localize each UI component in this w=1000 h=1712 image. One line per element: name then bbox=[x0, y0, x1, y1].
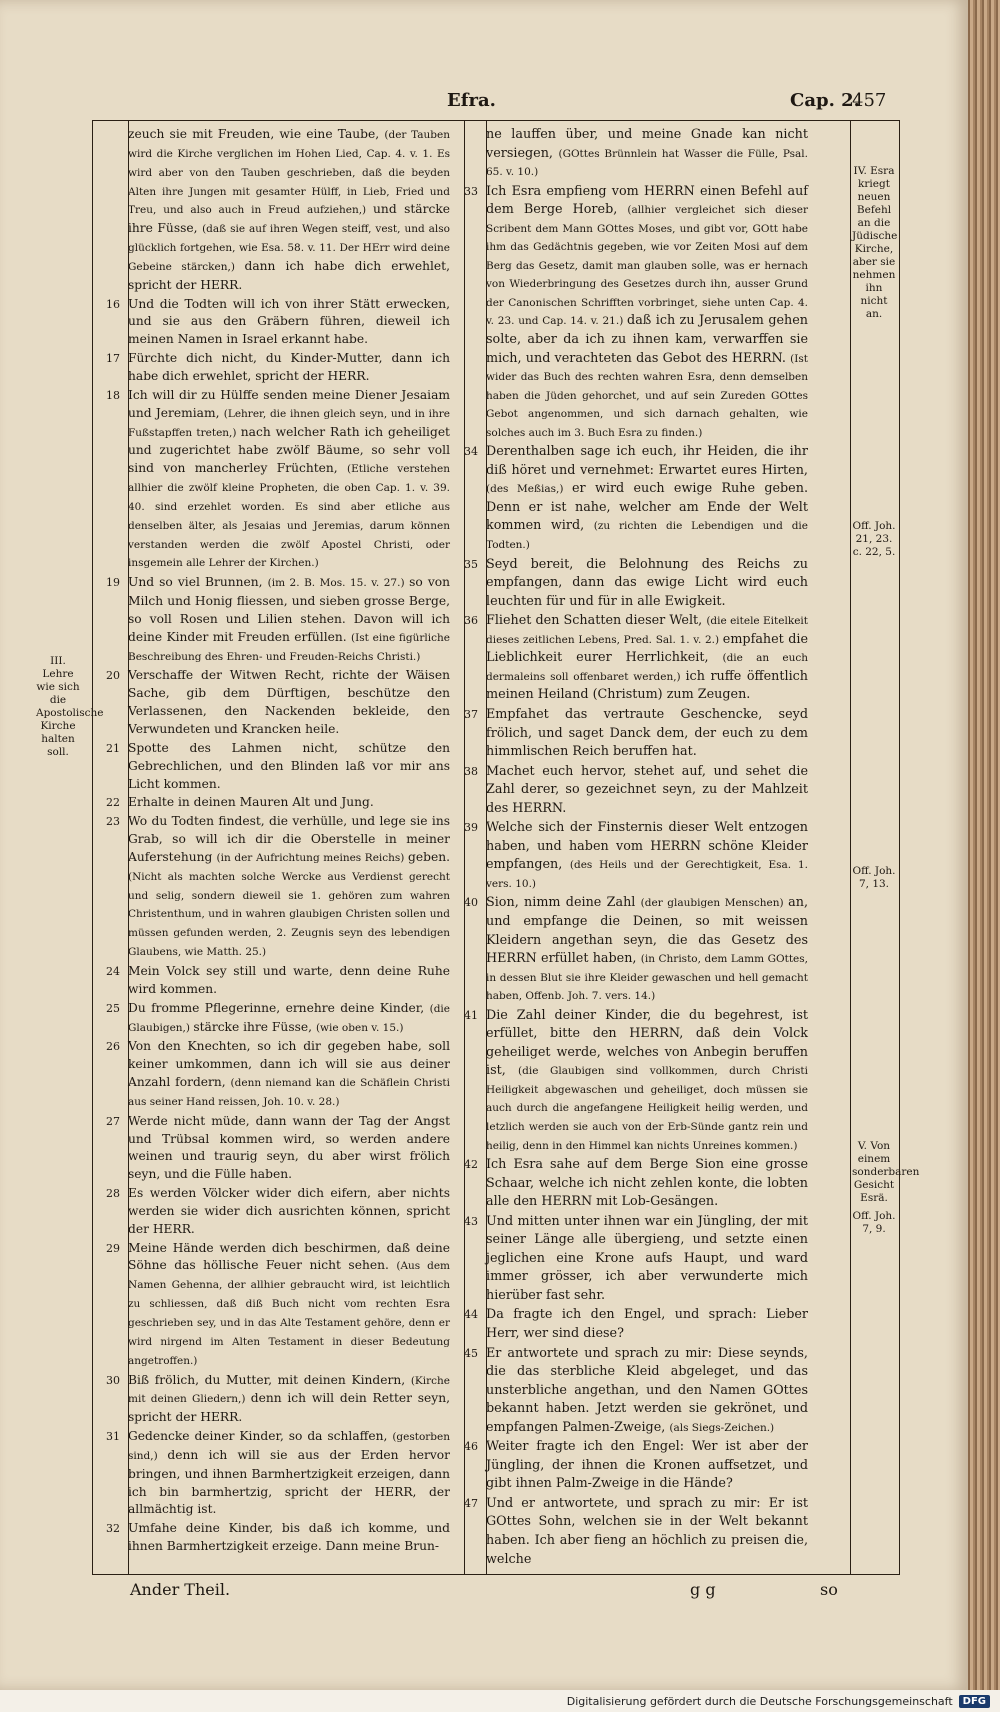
verse bbox=[128, 126, 450, 295]
verse-number: 34 bbox=[464, 445, 478, 459]
verse-text: er wird euch ewige Ruhe geben. Denn er ist nahe, welcher am Ende der Welt kommen wird, bbox=[486, 481, 808, 534]
verse-text: Fliehet den Schatten dieser Welt, bbox=[486, 613, 707, 629]
funding-note: Digitalisierung gefördert durch die Deutsche Forschungsgemeinschaft bbox=[566, 1694, 953, 1708]
verse-text: zeuch sie mit Freuden, wie eine Taube, bbox=[128, 127, 385, 141]
verse-number: 30 bbox=[106, 1373, 120, 1387]
verse-text: Umfahe deine Kinder, bis daß ich komme, und ihnen Barmhertzigkeit erzeige. Dann meine Brun- bbox=[128, 1521, 450, 1554]
verse-number: 45 bbox=[464, 1346, 478, 1360]
verse-gloss: (die Glaubigen,) bbox=[128, 1002, 450, 1034]
verse-number: 47 bbox=[464, 1496, 478, 1510]
verse-gloss: (im 2. B. Mos. 15. v. 27.) bbox=[267, 577, 410, 590]
verse bbox=[464, 819, 809, 893]
verse-number: 25 bbox=[106, 1001, 120, 1015]
verse bbox=[106, 387, 450, 573]
verse bbox=[106, 740, 450, 794]
verse-text: Du fromme Pflegerinne, ernehre deine Kinder, bbox=[128, 1000, 430, 1015]
verse-gloss: (in der Aufrichtung meines Reichs) bbox=[216, 851, 409, 864]
verse bbox=[106, 350, 450, 386]
verse-text: Da fragte ich den Engel, und sprach: Lieber Herr, wer sind diese? bbox=[486, 1307, 808, 1341]
verse-gloss: (der glaubigen Menschen) bbox=[640, 897, 789, 910]
verse-text: Verschaffe der Witwen Recht, richte der Wäisen Sache, gib dem Dürftigen, beschütze den Verlassenen, den Nackenden bekleide, den Verwundeten und Krancken heile. bbox=[128, 668, 450, 736]
verse bbox=[106, 1038, 450, 1111]
verse-number: 20 bbox=[106, 669, 120, 683]
verse-number: 18 bbox=[106, 388, 120, 402]
catchword: so bbox=[820, 1580, 838, 1599]
verse bbox=[464, 443, 808, 554]
verse-text: Mein Volck sey still und warte, denn deine Ruhe wird kommen. bbox=[128, 963, 450, 996]
verse-gloss: (wie oben v. 15.) bbox=[315, 1021, 404, 1034]
verse bbox=[464, 763, 808, 819]
verse-text: Meine Hände werden dich beschirmen, daß deine Söhne das höllische Feuer nicht sehen. bbox=[128, 1240, 450, 1273]
verse-text: stärcke ihre Füsse, bbox=[193, 1019, 316, 1034]
verse bbox=[464, 1156, 808, 1212]
verse-text: Die Zahl deiner Kinder, die du begehrest, ist erfüllet, bitte den HERRN, daß dein Volck geheiliget werde, welches von Anbegin beruffen ist, bbox=[486, 1007, 808, 1079]
verse-number: 22 bbox=[106, 796, 120, 810]
verse-number: 29 bbox=[106, 1241, 120, 1255]
verse-text: denn ich will sie aus der Erden hervor bringen, und ihnen Barmhertzigkeit erzeigen, dann ich bin barmhertzig, spricht der HERR, der allmächtig ist. bbox=[128, 1447, 450, 1517]
verse-text: denn ich will dein Retter seyn, spricht der HERR. bbox=[128, 1391, 450, 1425]
dfg-logo: DFG bbox=[959, 1695, 990, 1708]
verse bbox=[464, 894, 809, 1005]
verse-gloss: (Etliche verstehen allhier die zwölf kleine Propheten, die oben Cap. 1. v. 39. 40. sind erzehlet worden. Es sind aber etliche aus denselben älter, als Jesaias und Jeremias, darum können verstanden werden die zwölf Apostel Christi, oder insgemein alle Lehrer der Kirchen.) bbox=[128, 463, 450, 570]
verse-gloss: (als Siegs-Zeichen.) bbox=[669, 1421, 775, 1434]
verse-number: 39 bbox=[464, 821, 478, 835]
verse bbox=[106, 1000, 450, 1038]
verse-text: Und so viel Brunnen, bbox=[128, 575, 268, 590]
verse-text: daß ich zu Jerusalem gehen solte, aber da ich zu ihnen kam, verwarffen sie mich, und verachteten das Gebot des HERRN. bbox=[486, 313, 808, 366]
verse-number: 37 bbox=[464, 707, 478, 721]
verse-text: dann ich habe dich erwehlet, spricht der HERR. bbox=[128, 258, 450, 292]
verse-text: Spotte des Lahmen nicht, schütze den Gebrechlichen, und den Blinden laß vor mir ans Licht kommen. bbox=[128, 740, 450, 791]
verse-text: Empfahet das vertraute Geschencke, seyd frölich, und saget Danck dem, der euch zu dem himmlischen Reich beruffen hat. bbox=[486, 706, 808, 760]
margin-note-ref1: Off. Joh. 21, 23. c. 22, 5. bbox=[852, 520, 896, 558]
verse-text: Ich will dir zu Hülffe senden meine Diener Jesaiam und Jeremiam, bbox=[128, 387, 450, 420]
verse-gloss: (Ist wider das Buch des rechten wahren Esra, denn demselben haben die Jüden gehorchet, und auf sein Zureden GOttes Gebot angenommen, und sich darnach gehalten, wie solches auch im 3. Buch Esra zu finden.) bbox=[486, 352, 808, 439]
verse-gloss: (Lehrer, die ihnen gleich seyn, und in ihre Fußstapffen treten,) bbox=[128, 407, 450, 439]
verse bbox=[106, 1240, 450, 1371]
verse bbox=[106, 1520, 450, 1556]
verse-text: Er antwortete und sprach zu mir: Diese seynds, die das sterbliche Kleid abgeleget, und das unsterbliche angethan, und den Namen GOttes bekannt haben. Jetzt werden sie gekrönet, und empfangen Palmen-Zweige, bbox=[486, 1345, 808, 1435]
verse-number: 46 bbox=[464, 1440, 478, 1454]
verse-number: 19 bbox=[106, 576, 120, 590]
verse bbox=[464, 706, 808, 762]
verse-gloss: (die Glaubigen sind vollkommen, durch Christi Heiligkeit abgewaschen und geheiliget, doch müssen sie auch durch die angefangene Heiligkeit heilig werden, und letzlich werden sie auch von der Erb-Sünde gantz rein und heilig, denn in den Himmel kan nichts Unreines kommen.) bbox=[486, 1065, 808, 1152]
verse-text: Seyd bereit, die Belohnung des Reichs zu empfangen, dann das ewige Licht wird euch leuchten für und für in alle Ewigkeit. bbox=[486, 556, 808, 609]
verse-number: 40 bbox=[464, 896, 478, 910]
margin-note-ref3: Off. Joh. 7, 9. bbox=[852, 1210, 896, 1235]
signature-mark: g g bbox=[690, 1580, 716, 1599]
margin-note-iii: III. Lehre wie sich die Apostolische Kirche halten soll. bbox=[36, 655, 104, 758]
verse bbox=[464, 556, 808, 612]
verse-text: Machet euch hervor, stehet auf, und sehet die Zahl derer, so gezeichnet seyn, zu der Mahlzeit des HERRN. bbox=[486, 763, 808, 816]
right-margin-rule bbox=[850, 120, 851, 1575]
verse-gloss: (denn niemand kan die Schäflein Christi aus seiner Hand reissen, Joh. 10. v. 28.) bbox=[128, 1077, 450, 1108]
verse-number: 35 bbox=[464, 557, 478, 571]
verse-number: 16 bbox=[106, 297, 120, 311]
verse-gloss: (Aus dem Namen Gehenna, der allhier gebraucht wird, ist leichtlich zu schliessen, daß diß Buch nicht vom rechten Esra geschrieben sey, und in das Alte Testament gehöre, denn er wird nirgend im Alten Testament in dieser Bedeutung angetroffen.) bbox=[128, 1260, 450, 1367]
verse bbox=[106, 1372, 450, 1428]
verse bbox=[106, 667, 450, 738]
verse bbox=[106, 1113, 450, 1184]
verse-text: Und die Todten will ich von ihrer Stätt erwecken, und sie aus den Gräbern führen, dieweil ich meinen Namen in Israel erkannt habe. bbox=[128, 296, 450, 347]
verse bbox=[464, 1213, 808, 1306]
verse-number: 41 bbox=[464, 1008, 478, 1022]
verse-gloss: (in Christo, dem Lamm GOttes, in dessen Blut sie ihre Kleider gewaschen und hell gemacht haben, Offenb. Joh. 7. vers. 14.) bbox=[486, 953, 809, 1003]
verse-number: 21 bbox=[106, 741, 120, 755]
verse-gloss: (die an euch dermaleins soll offenbaret werden,) bbox=[486, 652, 808, 683]
running-title: Efra. bbox=[447, 90, 496, 111]
verse-number: 42 bbox=[464, 1158, 478, 1172]
verse-text: und stärcke ihre Füsse, bbox=[128, 202, 451, 236]
digitization-footer bbox=[0, 1690, 1000, 1712]
verse-text: Biß frölich, du Mutter, mit deinen Kindern, bbox=[128, 1372, 411, 1387]
verse-text: geben. bbox=[408, 849, 450, 864]
verse bbox=[464, 1438, 808, 1494]
verse-text: Und mitten unter ihnen war ein Jüngling, der mit seiner Länge alle übergieng, und setzte einen jeglichen eine Krone aufs Haupt, und ward immer grösser, ich aber verwunderte mich hierüber fast sehr. bbox=[486, 1213, 808, 1303]
verse-gloss: (allhier vergleichet sich dieser Scribent dem Mann GOttes Moses, und gibt vor, GOtt habe ihm das Gedächtnis gegeben, wie vor Zeiten Mosi auf dem Berg das Gesetz, damit man glauben solle, was er hernach von Wiederbringung des Gesetzes durch ihn, ausser Grund der Canonischen Schrifften vorbringet, siehe unten Cap. 4. v. 23. und Cap. 14. v. 21.) bbox=[486, 204, 808, 328]
verse bbox=[464, 1495, 808, 1569]
verse-gloss: (daß sie auf ihren Wegen steiff, vest, und also glücklich fortgehen, wie Esa. 58. v. 11. Der HErr wird deine Gebeine stärcken,) bbox=[128, 223, 450, 273]
verse bbox=[106, 574, 451, 666]
left-column bbox=[106, 126, 451, 1557]
verse-text: Von den Knechten, so ich dir gegeben habe, soll keiner umkommen, dann ich will sie aus deiner Anzahl fordern, bbox=[128, 1039, 450, 1090]
verse-number: 43 bbox=[464, 1214, 478, 1228]
verse bbox=[106, 963, 450, 999]
verse-text: Und er antwortete, und sprach zu mir: Er ist GOttes Sohn, welchen sie in der Welt bekannt haben. Ich aber fieng an höchlich zu preisen die, welche bbox=[486, 1495, 808, 1567]
verse-text: nach welcher Rath ich geheiliget und zugerichtet habe zwölf Bäume, so sehr voll sind von mancherley Früchten, bbox=[128, 424, 450, 476]
verse-number: 23 bbox=[106, 815, 120, 829]
verse-gloss: (des Heils und der Gerechtigkeit, Esa. 1. vers. 10.) bbox=[486, 859, 809, 890]
verse-gloss: (des Meßias,) bbox=[486, 483, 573, 496]
verse-text: an, und empfange die Deinen, so mit weissen Kleidern angethan seyn, die das Gesetz des HERRN erfüllet haben, bbox=[486, 895, 808, 967]
chapter-label: Cap. 2. bbox=[790, 90, 860, 111]
page-number: 457 bbox=[852, 90, 887, 111]
verse-gloss: (Nicht als machten solche Wercke aus Verdienst gerecht und selig, sondern dieweil sie 1. gehören zum wahren Christenthum, und in wahren glaubigen Christen sollen und müssen gefunden werden, 2. Zeugnis seyn des lebendigen Glaubens, wie Matth. 25.) bbox=[128, 870, 450, 959]
verse bbox=[106, 1185, 450, 1239]
margin-note-v: V. Von einem sonderbaren Gesicht Esrä. bbox=[852, 1140, 920, 1204]
verse-gloss: (Ist eine figürliche Beschreibung des Ehren- und Freuden-Reichs Christi.) bbox=[128, 631, 451, 663]
verse-number: 26 bbox=[106, 1040, 120, 1054]
page-header bbox=[92, 86, 902, 116]
verse-gloss: (die eitele Eitelkeit dieses zeitlichen Lebens, Pred. Sal. 1. v. 2.) bbox=[486, 615, 808, 646]
verse-gloss: (gestorben sind,) bbox=[128, 1431, 450, 1462]
verse-text: Welche sich der Finsternis dieser Welt entzogen haben, und haben vom HERRN schöne Kleider empfangen, bbox=[486, 820, 808, 873]
verse-number: 27 bbox=[106, 1114, 120, 1128]
verse-text: Wo du Todten findest, die verhülle, und lege sie ins Grab, so will ich dir die Oberstelle in meiner Auferstehung bbox=[128, 814, 450, 864]
verse bbox=[464, 183, 808, 443]
verse-number: 24 bbox=[106, 964, 120, 978]
verse-number: 32 bbox=[106, 1522, 120, 1536]
verse-number: 36 bbox=[464, 614, 478, 628]
margin-note-iv: IV. Esra kriegt neuen Befehl an die Jüdische Kirche, aber sie nehmen ihn nicht an. bbox=[852, 165, 898, 320]
verse-text: ich ruffe öffentlich meinen Heiland (Christum) zum Zeugen. bbox=[486, 668, 809, 703]
verse-text: Werde nicht müde, dann wann der Tag der Angst und Trübsal kommen wird, so werden andere weinen und traurig seyn, du aber wirst frölich seyn, und die Fülle haben. bbox=[128, 1113, 450, 1182]
margin-note-ref2: Off. Joh. 7, 13. bbox=[852, 865, 896, 890]
verse-text: Sion, nimm deine Zahl bbox=[486, 895, 641, 911]
verse bbox=[464, 1345, 808, 1438]
verse-text: ne lauffen über, und meine Gnade kan nicht versiegen, bbox=[486, 127, 808, 161]
verse bbox=[464, 1007, 808, 1155]
verse-text: Gedencke deiner Kinder, so da schlaffen, bbox=[128, 1429, 393, 1444]
verse-gloss: (zu richten die Lebendigen und die Todten.) bbox=[486, 520, 808, 552]
verse-number: 33 bbox=[464, 184, 478, 198]
verse bbox=[464, 1306, 808, 1343]
book-edge bbox=[968, 0, 1000, 1690]
verse-text: Ich Esra sahe auf dem Berge Sion eine grosse Schaar, welche ich nicht zehlen konte, die lobten alle den HERRN mit Lob-Gesängen. bbox=[486, 1157, 808, 1210]
verse-text: so von Milch und Honig fliessen, und sieben grosse Berge, so voll Rosen und Lilien stehen. Davon will ich deine Kinder mit Freuden erfüllen. bbox=[128, 575, 451, 644]
verse-text: Es werden Völcker wider dich eifern, aber nichts werden sie wider dich ausrichten können, spricht der HERR. bbox=[128, 1186, 450, 1236]
verse bbox=[106, 296, 450, 350]
volume-label: Ander Theil. bbox=[130, 1580, 231, 1599]
verse-text: Fürchte dich nicht, du Kinder-Mutter, dann ich habe dich erwehlet, spricht der HERR. bbox=[128, 351, 450, 383]
verse-number: 44 bbox=[464, 1308, 478, 1322]
verse-number: 17 bbox=[106, 352, 120, 366]
verse-number: 31 bbox=[106, 1430, 120, 1444]
verse bbox=[106, 1428, 450, 1519]
verse-text: Weiter fragte ich den Engel: Wer ist aber der Jüngling, der ihnen die Kronen auffsetzet, und gibt ihnen Palm-Zweige in die Hände? bbox=[486, 1439, 808, 1492]
verse-text: Erhalte in deinen Mauren Alt und Jung. bbox=[128, 795, 374, 810]
verse-gloss: (der Tauben wird die Kirche verglichen im Hohen Lied, Cap. 4. v. 1. Es wird aber von den Tauben geschrieben, daß die beyden Alten ihre Jungen mit gesamter Hülff, in Lieb, Fried und Treu, und also auch in Freud aufziehen,) bbox=[128, 129, 450, 217]
verse-number: 38 bbox=[464, 764, 478, 778]
verse-text: Ich Esra empfieng vom HERRN einen Befehl auf dem Berge Horeb, bbox=[486, 183, 808, 218]
verse-gloss: (Kirche mit deinen Gliedern,) bbox=[128, 1374, 450, 1406]
verse bbox=[464, 612, 809, 705]
verse-text: Derenthalben sage ich euch, ihr Heiden, die ihr diß höret und vernehmet: Erwartet eures Hirten, bbox=[486, 444, 808, 478]
verse-text: empfahet die Lieblichkeit eurer Herrlichkeit, bbox=[486, 631, 808, 666]
verse bbox=[106, 794, 450, 812]
verse-gloss: (GOttes Brünnlein hat Wasser die Fülle, Psal. 65. v. 10.) bbox=[486, 147, 808, 179]
verse bbox=[486, 126, 808, 182]
right-column bbox=[464, 126, 809, 1570]
verse bbox=[106, 813, 450, 962]
verse-number: 28 bbox=[106, 1187, 120, 1201]
